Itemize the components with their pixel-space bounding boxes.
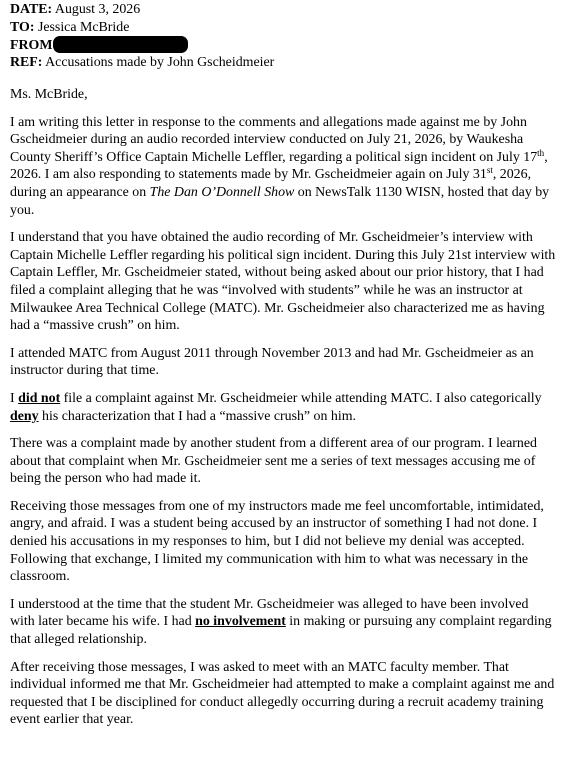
date-label: DATE: bbox=[10, 2, 53, 17]
paragraph-4 bbox=[10, 390, 556, 425]
redaction-mark bbox=[53, 36, 188, 53]
date-line bbox=[10, 1, 555, 19]
p4-text-a: I bbox=[10, 390, 19, 406]
ref-value: Accusations made by John Gscheidmeier bbox=[45, 54, 275, 70]
ref-label: REF: bbox=[10, 54, 43, 70]
p1-text-a: I am writing this letter in response to the comments and allegations made against me by John Gscheidmeier during an audio recorded interview conducted on July 21, 2026, by Waukesha County Sheriff’s Office Captain Michelle Leffler, regarding a political sign incident on July 17 bbox=[10, 114, 538, 165]
date-value: August 3, 2026 bbox=[54, 2, 141, 17]
from-line bbox=[10, 36, 555, 54]
from-label: FROM bbox=[10, 38, 53, 54]
p7-text-b: in making or pursuing any complaint regarding that alleged relationship. bbox=[10, 614, 552, 648]
emphasis-no-involvement: no involvement bbox=[195, 614, 286, 630]
p4-text-c: his characterization that I had a “massive crush” on him. bbox=[38, 408, 356, 424]
paragraph-2: I understand that you have obtained the audio recording of Mr. Gscheidmeier’s interview with Captain Michelle Leffler regarding his political sign incident. During this July 21st interview with Captain Leffler, Mr. Gscheidmeier stated, without being asked about our prior history, that I had filed a complaint alleging that he was “involved with students” while he was an instructor at Milwaukee Area Technical College (MATC). Mr. Gscheidmeier also characterized me as having had a “massive crush” on him. bbox=[10, 230, 556, 334]
p1-text-c: , 2026, during an appearance on bbox=[10, 167, 532, 200]
p7-text-a: I understood at the time that the student Mr. Gscheidmeier was alleged to have been involved with later became his wife. I had bbox=[10, 596, 529, 630]
letter-body bbox=[10, 86, 556, 729]
ref-line bbox=[10, 54, 555, 72]
show-title: The Dan O’Donnell Show bbox=[149, 184, 295, 200]
p1-sup-1: th bbox=[537, 147, 545, 158]
memo-header bbox=[10, 1, 555, 71]
paragraph-5: There was a complaint made by another student from a different area of our program. I learned about that complaint when Mr. Gscheidmeier sent me a series of text messages accusing me of being the person who had made it. bbox=[10, 436, 537, 487]
salutation: Ms. McBride, bbox=[10, 87, 88, 102]
p1-text-b: , 2026. I am also responding to statements made by Mr. Gscheidmeier again on July 31 bbox=[10, 149, 548, 183]
to-value: Jessica McBride bbox=[37, 19, 130, 35]
emphasis-did-not: did not bbox=[18, 390, 61, 406]
p1-text-d: on NewsTalk 1130 WISN, hosted that day by you. bbox=[10, 184, 550, 218]
paragraph-8: After receiving those messages, I was asked to meet with an MATC faculty member. That individual informed me that Mr. Gscheidmeier had attempted to make a complaint against me and requested that I be disciplined for conduct allegedly occurring during a recruit academy training event earlier that year. bbox=[10, 659, 555, 728]
p4-text-b: file a complaint against Mr. Gscheidmeier while attending MATC. I also categorically bbox=[60, 390, 542, 406]
paragraph-1 bbox=[10, 114, 556, 220]
to-line bbox=[10, 19, 555, 37]
p1-sup-2: st bbox=[486, 165, 493, 176]
to-label: TO: bbox=[10, 19, 35, 35]
emphasis-deny: deny bbox=[10, 408, 39, 424]
paragraph-7 bbox=[10, 596, 556, 649]
paragraph-6: Receiving those messages from one of my instructors made me feel uncomfortable, intimidated, angry, and afraid. I was a student being accused by an instructor of something I had not done. I denied his accusations in my responses to him, but I did not believe my denial was accepted. Following that exchange, I limited my communication with him to what was necessary in the classroom. bbox=[10, 498, 544, 585]
paragraph-3: I attended MATC from August 2011 through November 2013 and had Mr. Gscheidmeier as an instructor during that time. bbox=[10, 345, 534, 379]
